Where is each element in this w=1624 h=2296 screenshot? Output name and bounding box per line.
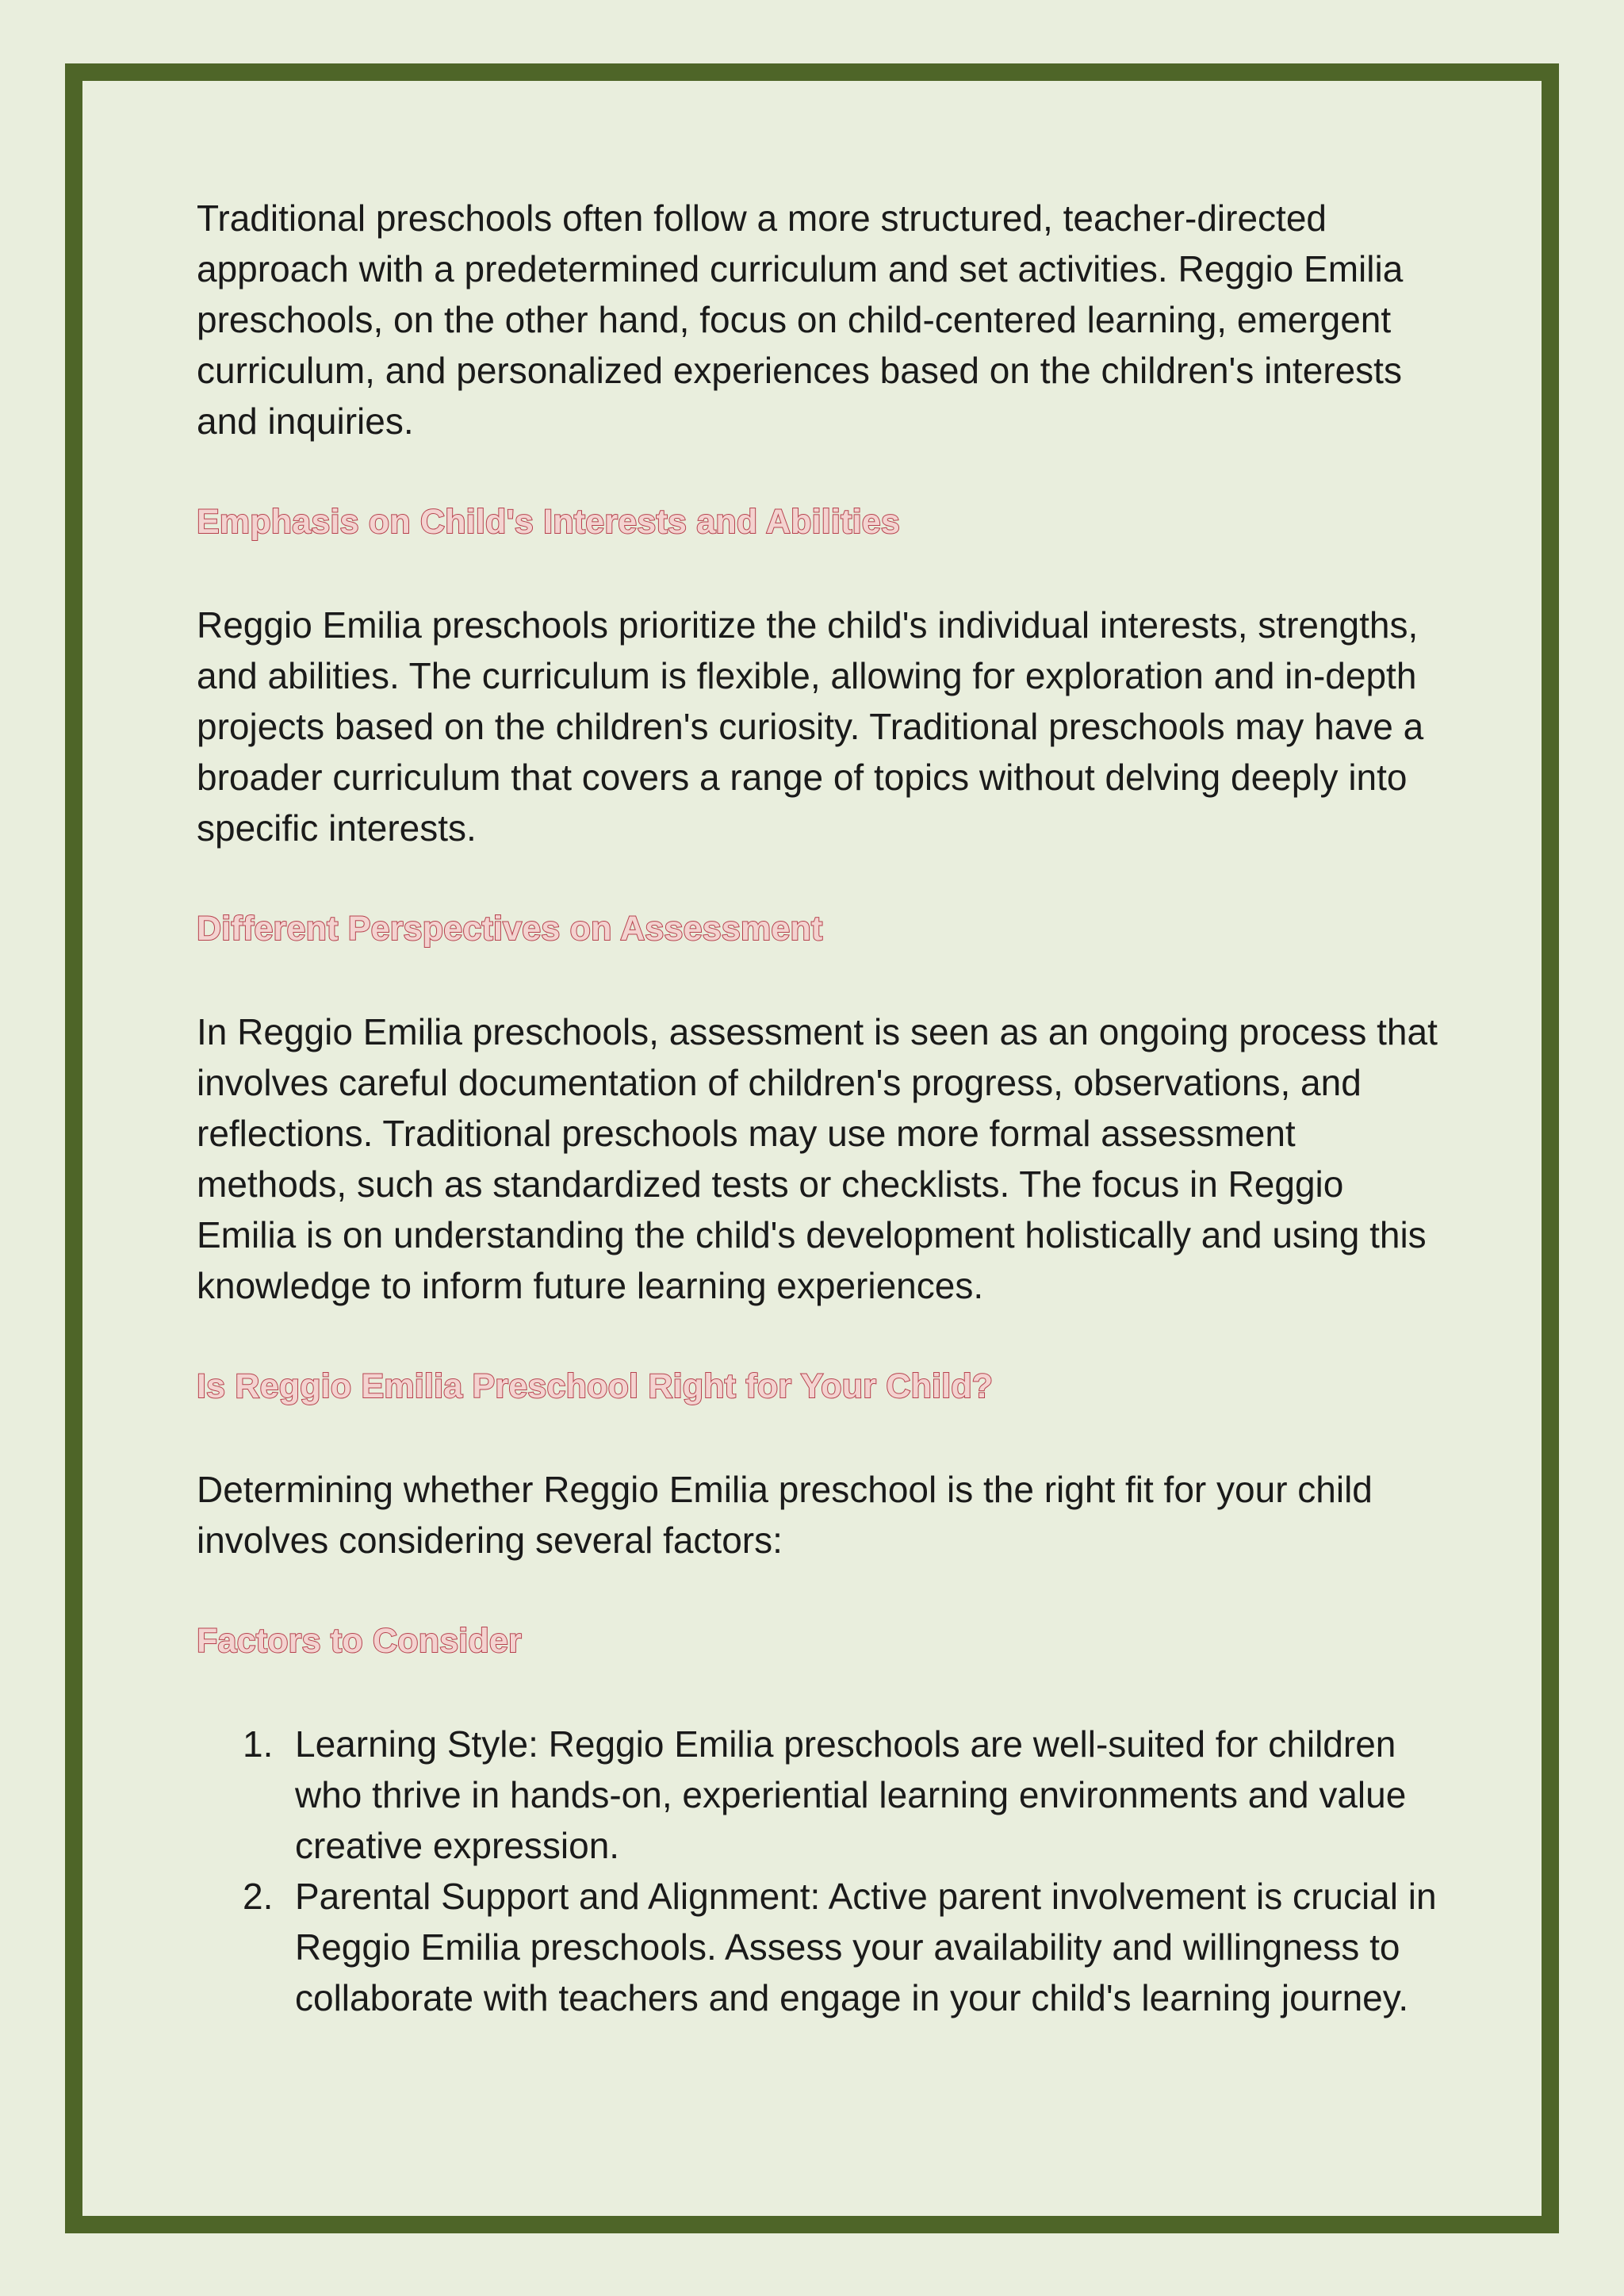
- list-item-number: 2.: [243, 1876, 274, 1917]
- section-paragraph-interests: Reggio Emilia preschools prioritize the child's individual interests, strengths, and abilities. The curriculum is flexible, allowing for exploration and in-depth projects based on the children's curiosity. Traditional preschools may have a broader curriculum that covers a range of topics without delving deeply into specific interests.: [197, 604, 1424, 849]
- document-content: [197, 193, 1450, 2023]
- factors-list: [197, 1719, 1450, 2023]
- spacer: [197, 1412, 1450, 1464]
- list-item-number-wrap: [197, 1719, 295, 1871]
- spacer: [197, 853, 1450, 903]
- spacer: [197, 447, 1450, 496]
- spacer: [197, 1566, 1450, 1616]
- intro-paragraph: Traditional preschools often follow a more structured, teacher-directed approach with a predetermined curriculum and set activities. Reggio Emilia preschools, on the other hand, focus on child-centered learning, emergent curriculum, and personalized experiences based on the children's interests and inquiries.: [197, 197, 1404, 442]
- section-heading-right-for-child: Is Reggio Emilia Preschool Right for Your Child?: [197, 1367, 994, 1405]
- spacer: [197, 954, 1450, 1006]
- spacer: [197, 1666, 1450, 1719]
- spacer: [197, 1311, 1450, 1361]
- section-paragraph-assessment: In Reggio Emilia preschools, assessment is seen as an ongoing process that involves careful documentation of children's progress, observations, and reflections. Traditional preschools may use more formal assessment methods, such as standardized tests or checklists. The focus in Reggio Emilia is on understanding the child's development holistically and using this knowledge to inform future learning experiences.: [197, 1011, 1438, 1306]
- section-heading-assessment: Different Perspectives on Assessment: [197, 910, 823, 948]
- spacer: [197, 547, 1450, 600]
- list-item: [197, 1719, 1450, 1871]
- list-item-number-wrap: [197, 1871, 295, 2023]
- list-item-text: Parental Support and Alignment: Active parent involvement is crucial in Reggio Emilia preschools. Assess your availability and willingness to collaborate with teachers and engage in your child's learning journey.: [295, 1876, 1437, 2018]
- section-heading-interests: Emphasis on Child's Interests and Abilities: [197, 503, 900, 541]
- section-paragraph-right-for-child: Determining whether Reggio Emilia preschool is the right fit for your child involves considering several factors:: [197, 1469, 1373, 1561]
- list-item-number: 1.: [243, 1723, 274, 1765]
- section-heading-factors: Factors to Consider: [197, 1622, 522, 1660]
- list-item-text: Learning Style: Reggio Emilia preschools are well-suited for children who thrive in hands-on, experiential learning environments and value creative expression.: [295, 1723, 1407, 1866]
- list-item: [197, 1871, 1450, 2023]
